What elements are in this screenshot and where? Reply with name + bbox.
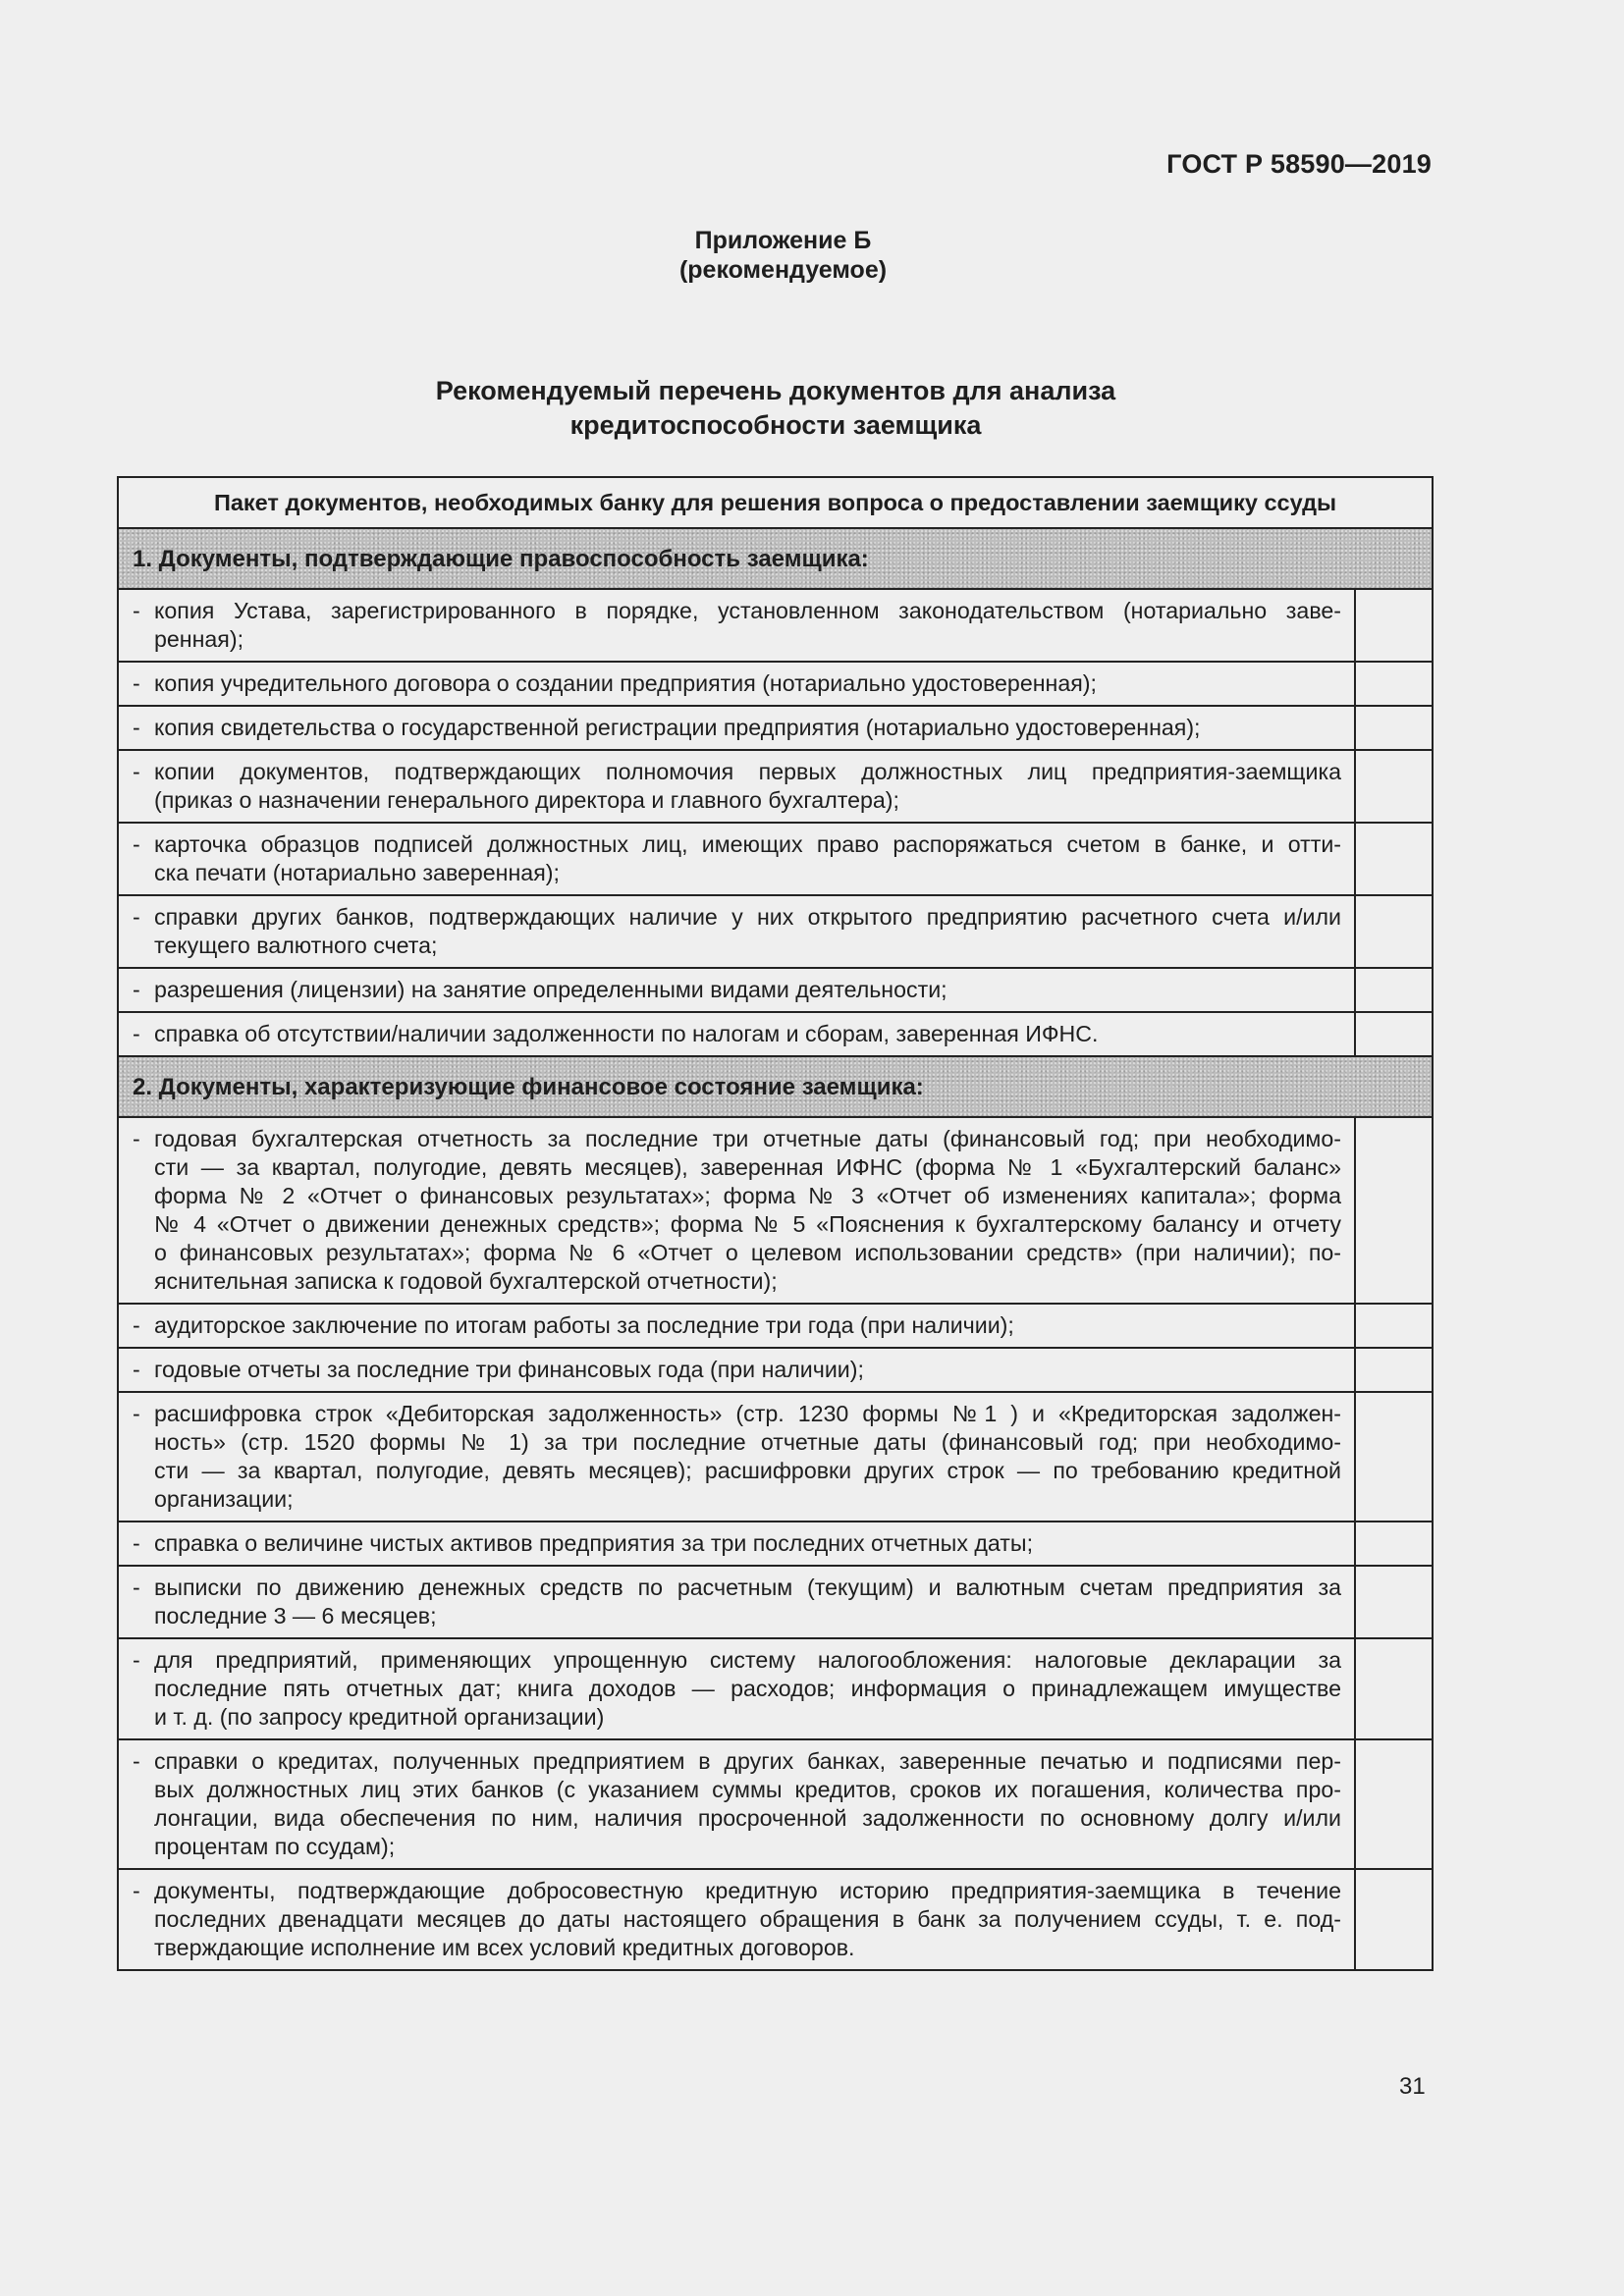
- document-item-line: ска печати (нотариально заверенная);: [154, 860, 560, 885]
- document-item-line: ность» (стр. 1520 формы № 1) за три последние отчетные даты (финансовый год; при необходимо-: [154, 1429, 1341, 1455]
- table-row: [118, 1869, 1433, 1970]
- document-item-line: документы, подтверждающие добросовестную кредитную историю предприятия-заемщика в течение: [154, 1878, 1341, 1903]
- document-title-line-1: Рекомендуемый перечень документов для анализа: [435, 376, 1116, 405]
- list-dash: -: [133, 1647, 140, 1673]
- page-number: 31: [1399, 2073, 1426, 2100]
- list-dash: -: [133, 1312, 140, 1338]
- document-item-line: годовая бухгалтерская отчетность за последние три отчетные даты (финансовый год; при необходимо-: [154, 1126, 1341, 1151]
- document-item-line: процентам по ссудам);: [154, 1834, 396, 1859]
- document-item-content: [133, 1747, 1341, 1861]
- list-dash: -: [133, 1530, 140, 1556]
- document-item: [118, 823, 1355, 895]
- document-item-line: аудиторское заключение по итогам работы за последние три года (при наличии);: [154, 1312, 1014, 1338]
- document-item-line: справка о величине чистых активов предприятия за три последних отчетных даты;: [154, 1530, 1034, 1556]
- table-row: [118, 1012, 1433, 1056]
- list-dash: -: [133, 1878, 140, 1903]
- document-item-line: (приказ о назначении генерального директора и главного бухгалтера);: [154, 787, 899, 813]
- checklist-body: [118, 477, 1433, 1970]
- document-item: [118, 1012, 1355, 1056]
- document-item-content: [133, 830, 1341, 887]
- table-header: Пакет документов, необходимых банку для решения вопроса о предоставлении заемщику ссуды: [118, 477, 1433, 528]
- document-item-content: [133, 1646, 1341, 1732]
- document-item-line: выписки по движению денежных средств по расчетным (текущим) и валютным счетам предприятия за: [154, 1575, 1341, 1600]
- section-title: 2. Документы, характеризующие финансовое состояние заемщика:: [118, 1056, 1433, 1117]
- table-row: [118, 662, 1433, 706]
- appendix-subtitle: (рекомендуемое): [678, 256, 888, 284]
- table-row: [118, 1522, 1433, 1566]
- document-item-line: годовые отчеты за последние три финансовых года (при наличии);: [154, 1357, 864, 1382]
- document-item-line: карточка образцов подписей должностных лиц, имеющих право распоряжаться счетом в банке, и отти-: [154, 831, 1341, 857]
- document-item-line: ренная);: [154, 626, 244, 652]
- table-row: [118, 589, 1433, 662]
- checkmark-cell[interactable]: [1355, 1392, 1433, 1522]
- document-item-line: копии документов, подтверждающих полномочия первых должностных лиц предприятия-заемщика: [154, 759, 1341, 784]
- table-row: [118, 1638, 1433, 1739]
- section-title: 1. Документы, подтверждающие правоспособность заемщика:: [118, 528, 1433, 589]
- list-dash: -: [133, 1575, 140, 1600]
- document-item-line: копия Устава, зарегистрированного в порядке, установленном законодательством (нотариально заве-: [154, 598, 1341, 623]
- document-item-line: справки других банков, подтверждающих наличие у них открытого предприятию расчетного счета и/или: [154, 904, 1341, 930]
- checkmark-cell[interactable]: [1355, 1304, 1433, 1348]
- document-item: [118, 1739, 1355, 1869]
- document-item-content: [133, 903, 1341, 960]
- document-title: [0, 374, 1551, 443]
- document-item: [118, 1348, 1355, 1392]
- document-item-line: № 4 «Отчет о движении денежных средств»; форма № 5 «Пояснения к бухгалтерскому балансу и отчету: [154, 1211, 1341, 1237]
- document-item: [118, 968, 1355, 1012]
- table-row: [118, 968, 1433, 1012]
- checkmark-cell[interactable]: [1355, 706, 1433, 750]
- document-item-content: [133, 1020, 1341, 1048]
- document-item-content: [133, 714, 1341, 742]
- table-row: [118, 706, 1433, 750]
- table-row: [118, 1392, 1433, 1522]
- checkmark-cell[interactable]: [1355, 1869, 1433, 1970]
- document-item-line: копия свидетельства о государственной регистрации предприятия (нотариально удостоверенная);: [154, 715, 1201, 740]
- appendix-heading: [0, 226, 1566, 285]
- document-item-line: сти — за квартал, полугодие, девять месяцев); расшифровки других строк — по требованию кредитной: [154, 1458, 1341, 1483]
- table-row: [118, 1348, 1433, 1392]
- section-header-row: [118, 528, 1433, 589]
- document-item-content: [133, 1311, 1341, 1340]
- document-item-line: форма № 2 «Отчет о финансовых результатах»; форма № 3 «Отчет об изменениях капитала»; форма: [154, 1183, 1341, 1208]
- document-item: [118, 1304, 1355, 1348]
- documents-checklist-table: [117, 476, 1434, 1971]
- checkmark-cell[interactable]: [1355, 1348, 1433, 1392]
- checkmark-cell[interactable]: [1355, 968, 1433, 1012]
- document-item-line: расшифровка строк «Дебиторская задолженность» (стр. 1230 формы №1 ) и «Кредиторская задолжен-: [154, 1401, 1341, 1426]
- checkmark-cell[interactable]: [1355, 823, 1433, 895]
- document-item: [118, 589, 1355, 662]
- document-item: [118, 750, 1355, 823]
- document-item-content: [133, 597, 1341, 654]
- document-item-line: последние 3 — 6 месяцев;: [154, 1603, 437, 1629]
- checkmark-cell[interactable]: [1355, 589, 1433, 662]
- document-item-line: тверждающие исполнение им всех условий кредитных договоров.: [154, 1935, 855, 1960]
- checkmark-cell[interactable]: [1355, 1638, 1433, 1739]
- list-dash: -: [133, 831, 140, 857]
- document-item-line: для предприятий, применяющих упрощенную систему налогообложения: налоговые декларации за: [154, 1647, 1341, 1673]
- checkmark-cell[interactable]: [1355, 1566, 1433, 1638]
- document-item-line: справки о кредитах, полученных предприятием в других банках, заверенные печатью и подписями пер-: [154, 1748, 1341, 1774]
- document-item-content: [133, 669, 1341, 698]
- checkmark-cell[interactable]: [1355, 1117, 1433, 1304]
- document-item-line: организации;: [154, 1486, 294, 1512]
- document-item-line: справка об отсутствии/наличии задолженности по налогам и сборам, заверенная ИФНС.: [154, 1021, 1099, 1046]
- checkmark-cell[interactable]: [1355, 1522, 1433, 1566]
- checkmark-cell[interactable]: [1355, 662, 1433, 706]
- document-item-line: лонгации, вида обеспечения по ним, наличия просроченной задолженности по основному долгу и/или: [154, 1805, 1341, 1831]
- appendix-title: Приложение Б: [694, 227, 872, 254]
- checkmark-cell[interactable]: [1355, 895, 1433, 968]
- document-item: [118, 1566, 1355, 1638]
- checkmark-cell[interactable]: [1355, 1739, 1433, 1869]
- table-row: [118, 1739, 1433, 1869]
- list-dash: -: [133, 1357, 140, 1382]
- list-dash: -: [133, 1126, 140, 1151]
- list-dash: -: [133, 670, 140, 696]
- list-dash: -: [133, 904, 140, 930]
- list-dash: -: [133, 977, 140, 1002]
- list-dash: -: [133, 1021, 140, 1046]
- document-item: [118, 1522, 1355, 1566]
- document-title-line-2: кредитоспособности заемщика: [569, 410, 982, 440]
- document-item: [118, 1117, 1355, 1304]
- section-header-row: [118, 1056, 1433, 1117]
- checkmark-cell[interactable]: [1355, 1012, 1433, 1056]
- document-item-line: яснительная записка к годовой бухгалтерской отчетности);: [154, 1268, 778, 1294]
- list-dash: -: [133, 759, 140, 784]
- document-item-content: [133, 1356, 1341, 1384]
- document-item: [118, 1638, 1355, 1739]
- document-item: [118, 706, 1355, 750]
- document-item-line: копия учредительного договора о создании предприятия (нотариально удостоверенная);: [154, 670, 1097, 696]
- document-item-line: разрешения (лицензии) на занятие определенными видами деятельности;: [154, 977, 947, 1002]
- document-code: ГОСТ Р 58590—2019: [1166, 149, 1432, 179]
- document-item-line: последних двенадцати месяцев до даты настоящего обращения в банк за получением ссуды, т. е. под-: [154, 1906, 1341, 1932]
- document-item-line: текущего валютного счета;: [154, 933, 438, 958]
- document-item-line: о финансовых результатах»; форма № 6 «Отчет о целевом использовании средств» (при наличии); по-: [154, 1240, 1341, 1265]
- table-row: [118, 895, 1433, 968]
- table-row: [118, 750, 1433, 823]
- list-dash: -: [133, 1401, 140, 1426]
- document-item-content: [133, 1877, 1341, 1962]
- checkmark-cell[interactable]: [1355, 750, 1433, 823]
- document-item-line: и т. д. (по запросу кредитной организации): [154, 1704, 605, 1730]
- document-item-line: последние пять отчетных дат; книга доходов — расходов; информация о принадлежащем имуществе: [154, 1676, 1341, 1701]
- document-item-content: [133, 758, 1341, 815]
- document-item-line: сти — за квартал, полугодие, девять месяцев), заверенная ИФНС (форма № 1 «Бухгалтерский баланс»: [154, 1154, 1341, 1180]
- document-item: [118, 662, 1355, 706]
- table-row: [118, 823, 1433, 895]
- list-dash: -: [133, 1748, 140, 1774]
- list-dash: -: [133, 598, 140, 623]
- table-header-row: [118, 477, 1433, 528]
- document-item-content: [133, 1574, 1341, 1630]
- document-item-content: [133, 976, 1341, 1004]
- document-item: [118, 895, 1355, 968]
- document-item: [118, 1392, 1355, 1522]
- document-item-line: вых должностных лиц этих банков (с указанием суммы кредитов, сроков их погашения, количества про-: [154, 1777, 1341, 1802]
- table-row: [118, 1117, 1433, 1304]
- list-dash: -: [133, 715, 140, 740]
- document-item: [118, 1869, 1355, 1970]
- document-item-content: [133, 1529, 1341, 1558]
- table-row: [118, 1566, 1433, 1638]
- document-item-content: [133, 1400, 1341, 1514]
- document-item-content: [133, 1125, 1341, 1296]
- table-row: [118, 1304, 1433, 1348]
